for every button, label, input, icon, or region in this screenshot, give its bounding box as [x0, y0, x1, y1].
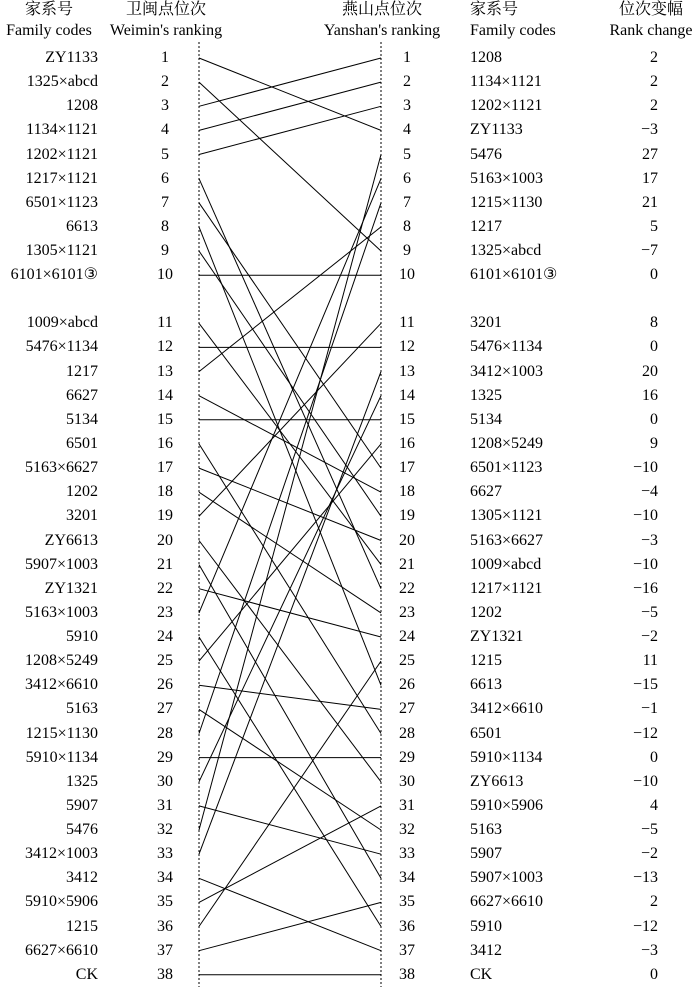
weimin-rank-number: 14: [157, 386, 173, 404]
left-family-code: 3201: [66, 507, 98, 525]
rank-change-value: −13: [632, 869, 658, 887]
right-family-code: 1215: [470, 652, 502, 670]
left-family-code: 1202: [66, 483, 98, 501]
right-family-code: 3412×1003: [470, 362, 544, 380]
yanshan-rank-number: 38: [399, 965, 415, 983]
yanshan-rank-number: 28: [399, 724, 415, 742]
right-family-code: CK: [470, 965, 493, 983]
left-family-code: 5910×5906: [24, 893, 98, 911]
left-family-code: 1215: [66, 917, 98, 935]
rank-connector-line: [199, 396, 381, 782]
right-family-code: ZY6613: [470, 772, 524, 790]
right-family-code: ZY1133: [470, 121, 523, 139]
rank-connector-line: [199, 878, 381, 950]
weimin-rank-number: 23: [157, 603, 173, 621]
rank-connector-line: [199, 82, 381, 251]
rank-change-value: −10: [632, 772, 658, 790]
weimin-ranking-header-en: Weimin's ranking: [109, 22, 223, 39]
rank-change-value: 11: [642, 652, 658, 670]
left-family-code: CK: [75, 965, 98, 983]
weimin-rank-number: 36: [157, 917, 173, 935]
rank-change-value: −4: [640, 483, 658, 501]
right-family-code: 1217: [470, 217, 502, 235]
yanshan-rank-number: 11: [399, 314, 415, 332]
rank-change-value: 16: [642, 386, 658, 404]
rank-connector-line: [199, 227, 381, 685]
yanshan-rank-number: 13: [399, 362, 415, 380]
right-family-code: 3412: [470, 941, 502, 959]
rank-change-value: 20: [642, 362, 658, 380]
left-family-code: 5907×1003: [24, 555, 98, 573]
weimin-rank-number: 16: [157, 434, 173, 452]
yanshan-rank-number: 29: [399, 748, 415, 766]
yanshan-rank-number: 4: [403, 121, 411, 139]
rank-connector-line: [199, 155, 381, 831]
yanshan-rank-number: 8: [403, 217, 411, 235]
yanshan-rank-number: 15: [399, 410, 415, 428]
right-family-code: 3412×6610: [470, 700, 544, 718]
rank-change-value: −12: [632, 917, 658, 935]
left-family-code: 1305×1121: [25, 242, 98, 259]
yanshan-rank-number: 20: [399, 531, 415, 549]
weimin-rank-number: 32: [157, 821, 173, 838]
yanshan-rank-number: 12: [399, 338, 415, 356]
yanshan-rank-number: 1: [403, 49, 411, 66]
weimin-rank-number: 7: [161, 193, 169, 211]
rank-change-value: −5: [640, 603, 658, 621]
yanshan-rank-number: 19: [399, 507, 415, 525]
right-family-code: 6627: [470, 483, 502, 501]
weimin-rank-number: 19: [157, 507, 173, 525]
yanshan-ranking-header-zh: 燕山点位次: [341, 1, 422, 18]
weimin-rank-number: 11: [157, 314, 173, 332]
rank-change-value: 0: [650, 410, 658, 428]
rank-connector-line: [199, 468, 381, 540]
left-family-code: 6501×1123: [25, 193, 98, 211]
left-family-code: 6627×6610: [24, 941, 98, 959]
rank-change-value: −3: [640, 121, 658, 139]
rank-change-value: 17: [642, 169, 658, 187]
weimin-rank-number: 8: [161, 217, 169, 235]
yanshan-rank-number: 25: [399, 652, 415, 670]
rank-change-value: 21: [642, 193, 658, 211]
weimin-rank-number: 37: [157, 941, 173, 959]
yanshan-rank-number: 21: [399, 555, 415, 573]
weimin-rank-number: 2: [161, 73, 169, 91]
right-family-code: 5907×1003: [470, 869, 544, 887]
weimin-rank-number: 27: [157, 700, 173, 718]
yanshan-rank-number: 14: [399, 386, 415, 404]
right-family-code: 1134×1121: [470, 73, 542, 91]
rank-change-value: −3: [640, 941, 658, 959]
left-family-code: 5163: [66, 700, 98, 718]
yanshan-rank-number: 36: [399, 917, 415, 935]
left-codes-header-en: Family codes: [6, 22, 92, 39]
rank-change-header-en: Rank change: [609, 22, 693, 39]
yanshan-rank-number: 37: [399, 941, 415, 959]
weimin-rank-number: 28: [157, 724, 173, 742]
right-family-code: 6501×1123: [470, 459, 543, 477]
rank-change-header-zh: 位次变幅: [618, 1, 683, 18]
left-codes-header-zh: 家系号: [24, 1, 73, 18]
weimin-rank-number: 35: [157, 893, 173, 911]
weimin-rank-number: 13: [157, 362, 173, 380]
rank-change-value: −7: [640, 242, 658, 259]
weimin-rank-number: 12: [157, 338, 173, 356]
rank-connector-line: [199, 58, 381, 130]
rank-change-value: −3: [640, 531, 658, 549]
yanshan-rank-number: 31: [399, 796, 415, 814]
left-family-code: 5476×1134: [25, 338, 98, 356]
rank-connector-line: [199, 806, 381, 854]
right-family-code: 5910×5906: [470, 796, 544, 814]
right-family-code: 5476: [470, 145, 502, 163]
left-family-code: 5163×6627: [24, 459, 98, 477]
yanshan-rank-number: 35: [399, 893, 415, 911]
right-codes-header-zh: 家系号: [470, 1, 519, 18]
rank-connector-line: [199, 902, 381, 950]
right-family-code: 1217×1121: [470, 579, 543, 597]
yanshan-rank-number: 7: [403, 193, 411, 211]
yanshan-rank-number: 32: [399, 821, 415, 838]
rank-connector-line: [199, 179, 381, 613]
rank-change-value: 2: [650, 893, 658, 911]
right-family-code: 6613: [470, 676, 502, 694]
left-family-code: ZY1321: [44, 579, 98, 597]
rank-connector-line: [199, 541, 381, 782]
right-family-code: ZY1321: [470, 628, 524, 645]
weimin-rank-number: 30: [157, 772, 173, 790]
right-family-code: 1208: [470, 49, 502, 66]
rank-change-value: −1: [640, 700, 658, 718]
right-family-code: 5910: [470, 917, 502, 935]
rank-change-value: −2: [640, 845, 658, 863]
yanshan-rank-number: 18: [399, 483, 415, 501]
weimin-rank-number: 22: [157, 579, 173, 597]
yanshan-rank-number: 10: [399, 266, 415, 284]
yanshan-rank-number: 24: [399, 628, 415, 645]
rank-change-value: 4: [650, 796, 658, 814]
yanshan-rank-number: 34: [399, 869, 415, 887]
right-family-code: 1325: [470, 386, 502, 404]
weimin-rank-number: 6: [161, 169, 169, 187]
rank-change-value: −10: [632, 507, 658, 525]
right-family-code: 6627×6610: [470, 893, 544, 911]
rank-change-value: −5: [640, 821, 658, 838]
left-family-code: 5907: [66, 796, 98, 814]
right-family-code: 3201: [470, 314, 502, 332]
left-family-code: 1215×1130: [25, 724, 98, 742]
right-family-code: 6501: [470, 724, 502, 742]
right-family-code: 1202×1121: [470, 97, 543, 115]
rank-change-value: 8: [650, 314, 658, 332]
rank-change-value: 5: [650, 217, 658, 235]
rank-change-value: 0: [650, 266, 658, 284]
right-family-code: 6101×6101③: [470, 266, 558, 284]
left-family-code: 1217: [66, 362, 98, 380]
left-family-code: ZY1133: [45, 49, 98, 66]
weimin-rank-number: 24: [157, 628, 173, 645]
left-family-code: 6501: [66, 434, 98, 452]
left-family-code: 1202×1121: [25, 145, 98, 163]
right-family-code: 5910×1134: [470, 748, 543, 766]
weimin-rank-number: 34: [157, 869, 173, 887]
rank-change-value: 0: [650, 748, 658, 766]
left-family-code: 1217×1121: [25, 169, 98, 187]
weimin-rank-number: 26: [157, 676, 173, 694]
left-family-code: ZY6613: [44, 531, 98, 549]
yanshan-rank-number: 33: [399, 845, 415, 863]
rank-connector-line: [199, 106, 381, 154]
right-family-code: 5163×1003: [470, 169, 544, 187]
rank-change-value: −12: [632, 724, 658, 742]
right-family-code: 1305×1121: [470, 507, 543, 525]
left-family-code: 5134: [66, 410, 98, 428]
yanshan-rank-number: 23: [399, 603, 415, 621]
rank-connector-line: [199, 444, 381, 661]
left-family-code: 3412×6610: [24, 676, 98, 694]
left-family-code: 5910: [66, 628, 98, 645]
weimin-rank-number: 1: [161, 49, 169, 66]
weimin-rank-number: 17: [157, 459, 173, 477]
left-family-code: 1325: [66, 772, 98, 790]
yanshan-rank-number: 30: [399, 772, 415, 790]
yanshan-rank-number: 3: [403, 97, 411, 115]
yanshan-rank-number: 17: [399, 459, 415, 477]
right-family-code: 1009×abcd: [470, 555, 542, 573]
right-codes-header-en: Family codes: [470, 22, 556, 39]
rank-connector-line: [199, 227, 381, 372]
rank-connector-line: [199, 82, 381, 130]
weimin-rank-number: 21: [157, 555, 173, 573]
yanshan-rank-number: 22: [399, 579, 415, 597]
rank-change-value: −10: [632, 459, 658, 477]
rank-change-value: −2: [640, 628, 658, 645]
left-family-code: 1134×1121: [26, 121, 98, 139]
yanshan-rank-number: 9: [403, 242, 411, 259]
left-family-code: 5910×1134: [25, 748, 98, 766]
right-family-code: 1202: [470, 603, 502, 621]
rank-change-value: 2: [650, 97, 658, 115]
yanshan-rank-number: 2: [403, 73, 411, 91]
rank-connector-line: [199, 58, 381, 106]
rank-change-value: 0: [650, 338, 658, 356]
yanshan-ranking-header-en: Yanshan's ranking: [323, 22, 441, 39]
weimin-rank-number: 4: [161, 121, 169, 139]
left-family-code: 3412: [66, 869, 98, 887]
right-family-code: 1215×1130: [470, 193, 543, 211]
rank-change-value: −16: [632, 579, 658, 597]
yanshan-rank-number: 26: [399, 676, 415, 694]
rank-connector-line: [199, 806, 381, 903]
left-family-code: 6101×6101③: [10, 266, 98, 284]
right-family-code: 5163: [470, 821, 502, 838]
weimin-rank-number: 20: [157, 531, 173, 549]
right-family-code: 5476×1134: [470, 338, 543, 356]
right-family-code: 5134: [470, 410, 502, 428]
right-family-code: 5907: [470, 845, 502, 863]
weimin-rank-number: 3: [161, 97, 169, 115]
rank-change-value: −15: [632, 676, 658, 694]
right-family-code: 5163×6627: [470, 531, 544, 549]
weimin-rank-number: 38: [157, 965, 173, 983]
rank-connector-line: [199, 685, 381, 709]
left-family-code: 3412×1003: [24, 845, 98, 863]
yanshan-rank-number: 5: [403, 145, 411, 163]
rank-connector-line: [199, 661, 381, 926]
left-family-code: 5163×1003: [24, 603, 98, 621]
weimin-rank-number: 25: [157, 652, 173, 670]
weimin-rank-number: 9: [161, 242, 169, 259]
weimin-rank-number: 18: [157, 483, 173, 501]
yanshan-rank-number: 6: [403, 169, 411, 187]
weimin-rank-number: 5: [161, 145, 169, 163]
rank-change-value: −10: [632, 555, 658, 573]
weimin-rank-number: 10: [157, 266, 173, 284]
right-family-code: 1325×abcd: [470, 242, 542, 259]
rank-connector-line: [199, 203, 381, 734]
weimin-rank-number: 31: [157, 796, 173, 814]
left-family-code: 5476: [66, 821, 98, 838]
rank-change-value: 2: [650, 73, 658, 91]
weimin-rank-number: 29: [157, 748, 173, 766]
left-family-code: 6627: [66, 386, 98, 404]
rank-connector-lines: [199, 58, 381, 975]
left-family-code: 6613: [66, 217, 98, 235]
rank-change-value: 9: [650, 434, 658, 452]
weimin-rank-number: 15: [157, 410, 173, 428]
yanshan-rank-number: 27: [399, 700, 415, 718]
left-family-code: 1208: [66, 97, 98, 115]
right-family-code: 1208×5249: [470, 434, 544, 452]
weimin-rank-number: 33: [157, 845, 173, 863]
yanshan-rank-number: 16: [399, 434, 415, 452]
rank-change-value: 0: [650, 965, 658, 983]
left-family-code: 1208×5249: [24, 652, 98, 670]
left-family-code: 1009×abcd: [26, 314, 98, 332]
rank-change-value: 2: [650, 49, 658, 66]
weimin-ranking-header-zh: 卫闽点位次: [125, 1, 206, 18]
rank-change-value: 27: [642, 145, 658, 163]
left-family-code: 1325×abcd: [26, 73, 98, 91]
